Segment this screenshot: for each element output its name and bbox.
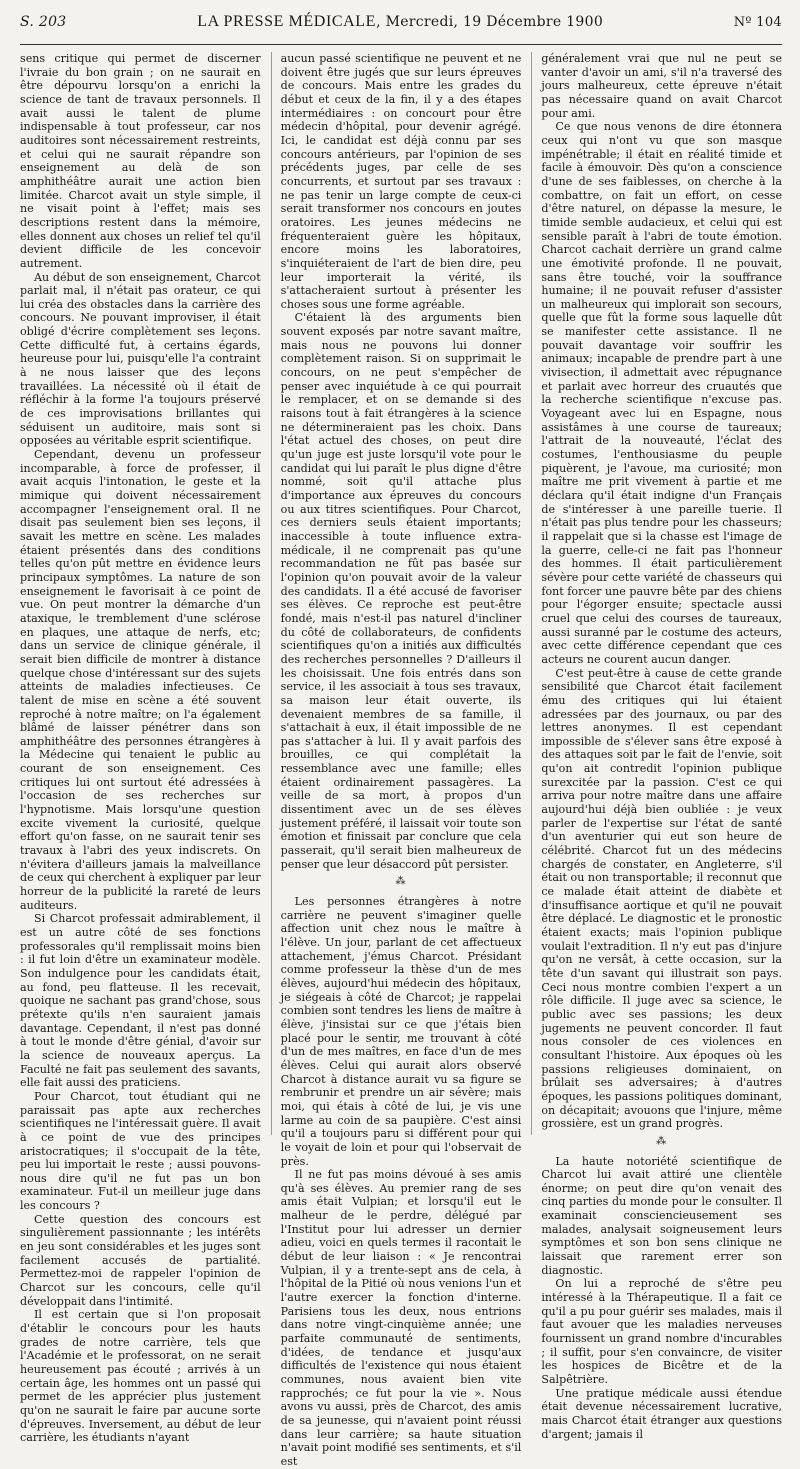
paragraph: C'étaient là des arguments bien souvent exposés par notre savant maître, mais nous ne pouvons lui donner complètement raison. Si on supprimait le concours, on ne peut s'empêcher de penser avec inquiétude à ce qui pourrait le remplacer, et on se demande si des raisons tout à fait étrangères à la science ne détermineraient pas les choix. Dans l'état actuel des choses, on peut dire qu'un juge est juste lorsqu'il vote pour le candidat qui lui paraît le plus digne d'être nommé, soit qu'il attache plus d'importance aux épreuves du concours ou aux titres scientifiques. Pour Charcot, ces derniers seuls étaient importants; inaccessible à toute influence extra-médicale, il ne comprenait pas qu'une recommandation ne fût pas basée sur l'opinion qu'on pouvait avoir de la valeur des candidats. Il a été accusé de favoriser ses élèves. Ce reproche est peut-être fondé, mais n'est-il pas naturel d'incliner du côté de collaborateurs, de confidents scientifiques qu'on a initiés aux difficultés des recherches personnelles ? D'ailleurs il les choisissait. Une fois entrés dans son service, il les associait à tous ses travaux, sa maison leur était ouverte, ils devenaient membres de sa famille, il s'attachait à eux, il était impossible de ne pas s'attacher à lui. Il y avait parfois des brouilles, ce qui complétait la ressemblance avec une famille; elles étaient ordinairement passagères. La veille de sa mort, à propos d'un dissentiment avec un de ses élèves justement préféré, il laissait voir toute son émotion et finissait par conclure que cela passerait, qu'il serait bien malheureux de penser que leur désaccord pût persister. <box>280 311 522 871</box>
paragraph: C'est peut-être à cause de cette grande sensibilité que Charcot était facilement ému des critiques qui lui étaient adressées par des journaux, ou par des lettres anonymes. Il est cependant impossible de s'élever sans être exposé à des attaques soit par le fait de l'envie, soit qu'on ait contredit l'opinion publique surexcitée par la passion. C'est ce qui arriva pour notre maître dans une affaire aujourd'hui déjà bien oubliée : je veux parler de l'expertise sur l'état de santé d'un aventurier qui eut son heure de célébrité. Charcot fut un des médecins chargés de constater, en Angleterre, s'il était ou non transportable; il reconnut que ce malade était atteint de diabète et d'insuffisance aortique et qu'il ne pouvait être déplacé. Le diagnostic et le pronostic étaient exacts; mais l'opinion publique voulait l'extradition. Il n'y eut pas d'injure qu'on ne versât, à cette occasion, sur la tête d'un savant qui illustrait son pays. Ceci nous montre combien l'expert a un rôle difficile. Il juge avec sa science, le public avec ses passions; les deux jugements ne peuvent concorder. Il faut nous consoler de ces violences en consultant l'histoire. Aux époques où les passions religieuses dominaient, on brûlait ses adversaires; à d'autres époques, les passions politiques dominant, on décapitait; avouons que l'injure, même grossière, est un grand progrès. <box>541 666 783 1131</box>
journal-title-line <box>197 13 603 31</box>
paragraph: aucun passé scientifique ne peuvent et ne doivent être jugés que sur leurs épreuves de concours. Mais entre les grades du début et ceux de la fin, il y a des étapes intermédiaires : on concourt pour être médecin d'hôpital, pour devenir agrégé. Ici, le candidat est déjà connu par ses concours antérieurs, par l'opinion de ses précédents juges, par celle de ses concurrents, et surtout par ses travaux : ne pas tenir un large compte de ceux-ci serait transformer nos concours en joutes oratoires. Les jeunes médecins ne fréquenteraient guère les hôpitaux, encore moins les laboratoires, s'inquiéteraient de l'art de bien dire, peu leur importerait la vérité, ils s'attacheraient surtout à présenter les choses sous une forme agréable. <box>280 52 522 311</box>
paragraph: généralement vrai que nul ne peut se vanter d'avoir un ami, s'il n'a traversé des jours malheureux, cette épreuve n'était pas nécessaire quand on avait Charcot pour ami. <box>541 52 783 120</box>
page-number: S. 203 <box>20 14 67 30</box>
column-1 <box>20 52 261 1445</box>
section-separator: ⁂ <box>395 876 407 888</box>
paragraph: Les personnes étrangères à notre carrière ne peuvent s'imaginer quelle affection unit chez nous le maître à l'élève. Un jour, parlant de cet affectueux attachement, j'émus Charcot. Présidant comme professeur la thèse d'un de mes élèves, aujourd'hui médecin des hôpitaux, je siégeais à côté de Charcot; je rappelai combien sont tendres les liens de maître à élève, j'insistai sur ce que j'étais bien placé pour le sentir, me trouvant à côté d'un de mes maîtres, en face d'un de mes élèves. Celui qui aurait alors observé Charcot à distance aurait vu sa figure se rembrunir et prendre un air sévère; mais moi, qui étais à côté de lui, je vis une larme au coin de sa paupière. C'est ainsi qu'il a toujours paru si différent pour qui le voyait de loin et pour qui l'observait de près. <box>280 895 522 1168</box>
paragraph: sens critique qui permet de discerner l'ivraie du bon grain ; on ne saurait en être dépourvu lorsqu'on a enrichi la science de tant de travaux personnels. Il avait aussi le talent de plume indispensable à tout professeur, car nos auditoires sont nécessairement restreints, et celui qui ne saurait répandre son enseignement au delà de son amphithéâtre aurait une action bien limitée. Charcot avait un style simple, il ne visait point à l'effet; mais ses descriptions restent dans la mémoire, elles donnent aux choses un relief tel qu'il devient difficile de les concevoir autrement. <box>20 52 261 270</box>
paragraph: Au début de son enseignement, Charcot parlait mal, il n'était pas orateur, ce qui lui créa des obstacles dans la carrière des concours. Ne pouvant improviser, il était obligé d'écrire complètement ses leçons. Cette difficulté fut, à certains égards, heureuse pour lui, puisqu'elle l'a contraint à ne nous laisser que des leçons travaillées. La nécessité où il était de réfléchir à la forme l'a toujours préservé de ces improvisations brillantes qui séduisent un auditoire, mais sont si opposées au véritable esprit scientifique. <box>20 270 261 448</box>
paragraph: Si Charcot professait admirablement, il est un autre côté de ses fonctions professorales qu'il remplissait moins bien : il fut loin d'être un examinateur modèle. Son indulgence pour les candidats était, au fond, peu flatteuse. Il les recevait, quoique ne sachant pas grand'chose, sous prétexte qu'ils n'en sauraient jamais davantage. Cependant, il n'est pas donné à tout le monde d'être génial, d'avoir sur la science de nouveaux aperçus. La Faculté ne fait pas seulement des savants, elle fait aussi des praticiens. <box>20 912 261 1090</box>
paragraph: Pour Charcot, tout étudiant qui ne paraissait pas apte aux recherches scientifiques ne l'intéressait guère. Il avait à ce point de vue des principes aristocratiques; il s'occupait de la tête, peu lui importait le reste ; aussi pouvons-nous dire qu'il ne fut pas un bon examinateur. Fut-il un meilleur juge dans les concours ? <box>20 1089 261 1213</box>
paragraph: Il ne fut pas moins dévoué à ses amis qu'à ses élèves. Au premier rang de ses amis était Vulpian; et lorsqu'il eut le malheur de le perdre, délégué par l'Institut pour lui adresser un dernier adieu, voici en quels termes il racontait le début de leur liaison : « Je rencontrai Vulpian, il y a trente-sept ans de cela, à l'hôpital de la Pitié où nous venions l'un et l'autre exercer la fonction d'interne. Parisiens tous les deux, nous entrions dans notre vingt-cinquième année; une parfaite communauté de sentiments, d'idées, de tendance et jusqu'aux difficultés de l'existence qui nous étaient communes, nous avaient bien vite rapprochés; ce fut pour la vie ». Nous avons vu aussi, près de Charcot, des amis de sa jeunesse, qui n'avaient point réussi dans leur carrière; sa haute situation n'avait point modifié ses sentiments, et s'il est <box>280 1168 522 1468</box>
paragraph: La haute notoriété scientifique de Charcot lui avait attiré une clientèle énorme; on peut dire qu'on venait des cinq parties du monde pour le consulter. Il examinait consciencieusement ses malades, analysait soigneusement leurs symptômes et son bon sens clinique ne laissait que rarement errer son diagnostic. <box>541 1154 783 1277</box>
paragraph: Ce que nous venons de dire étonnera ceux qui n'ont vu que son masque impénétrable; il était en réalité timide et facile à émouvoir. Dès qu'on a conscience d'une de ses faiblesses, on cherche à la combattre, on fait un effort, on cesse d'être naturel, on dépasse la mesure, le timide semble audacieux, et celui qui est sensible paraît à l'abri de toute émotion. Charcot cachait derrière un grand calme une émotivité profonde. Il ne pouvait, sans être touché, voir la souffrance humaine; il ne pouvait refuser d'assister un malheureux qui implorait son secours, quelle que fût la forme sous laquelle dût se manifester cette assistance. Il ne pouvait davantage voir souffrir les animaux; incapable de prendre part à une vivisection, il admettait avec répugnance et parlait avec horreur des cruautés que la recherche scientifique n'excuse pas. Voyageant avec lui en Espagne, nous assistâmes à une course de taureaux; l'attrait de la nouveauté, l'éclat des costumes, l'enthousiasme du peuple piquèrent, je l'avoue, ma curiosité; mon maître me prit vivement à partie et me déclara qu'il était indigne d'un Français de s'intéresser à une pareille tuerie. Il n'était pas plus tendre pour les chasseurs; il rappelait que si la chasse est l'image de la guerre, celle-ci ne fait pas l'honneur des hommes. Il était particulièrement sévère pour cette variété de chasseurs qui font forcer une pauvre bête par des chiens pour l'égorger ensuite; spectacle aussi cruel que celui des courses de taureaux, aussi suranné par le costume des acteurs, avec cette différence cependant que ces acteurs ne courent aucun danger. <box>541 120 783 666</box>
text-columns <box>20 52 783 1468</box>
column-2 <box>271 52 522 1468</box>
paragraph: Cependant, devenu un professeur incomparable, à force de professer, il avait acquis l'intonation, le geste et la mimique qui doivent nécessairement accompagner l'enseignement oral. Il ne disait pas seulement bien ses leçons, il savait les mettre en scène. Les malades étaient présentés dans des conditions telles qu'on pût mettre en évidence leurs principaux symptômes. La nature de son enseignement le favorisait à ce point de vue. On peut montrer la démarche d'un ataxique, le tremblement d'une sclérose en plaques, une attaque de nerfs, etc; dans un service de clinique générale, il serait bien difficile de montrer à distance quelque chose d'intéressant sur des sujets atteints de maladies infectieuses. Ce talent de mise en scène a été souvent reproché à notre maître; on l'a également blâmé de laisser pénétrer dans son amphithéâtre des personnes étrangères à la Médecine qui tenaient le public au courant de son enseignement. Ces critiques lui ont surtout été adressées à l'occasion de ses recherches sur l'hypnotisme. Mais lorsqu'une question excite vivement la curiosité, quelque effort qu'on fasse, on ne saurait tenir ses travaux à l'abri des yeux indiscrets. On n'évitera d'ailleurs jamais la malveillance de ceux qui cherchent à expliquer par leur horreur de la publicité la rareté de leurs auditeurs. <box>20 448 261 912</box>
paragraph: Il est certain que si l'on proposait d'établir le concours pour les hauts grades de notre carrière, tels que l'Académie et le professorat, on ne serait heureusement pas écouté ; arrivés à un certain âge, les hommes ont un passé qui permet de les apprécier plus justement qu'on ne saurait le faire par aucune sorte d'épreuves. Inversement, au début de leur carrière, les étudiants n'ayant <box>20 1308 261 1445</box>
column-3 <box>531 52 783 1441</box>
paragraph: Cette question des concours est singulièrement passionnante ; les intérêts en jeu sont considérables et les juges sont facilement accusés de partialité. Permettez-moi de rappeler l'opinion de Charcot sur les concours, celle qu'il développait dans l'intimité. <box>20 1212 261 1308</box>
paragraph: On lui a reproché de s'être peu intéressé à la Thérapeutique. Il a fait ce qu'il a pu pour guérir ses malades, mais il faut avouer que les maladies nerveuses fournissent un grand nombre d'incurables ; il suffit, pour s'en convaincre, de visiter les hospices de Bicêtre et de la Salpêtrière. <box>541 1277 783 1386</box>
issue-number: Nº 104 <box>733 14 782 30</box>
section-separator: ⁂ <box>656 1135 668 1147</box>
issue-date: , Mercredi, 19 Décembre 1900 <box>376 14 604 30</box>
journal-title: LA PRESSE MÉDICALE <box>197 13 377 30</box>
running-header <box>20 0 782 45</box>
paragraph: Une pratique médicale aussi étendue était devenue nécessairement lucrative, mais Charcot était étranger aux questions d'argent; jamais il <box>541 1386 783 1441</box>
